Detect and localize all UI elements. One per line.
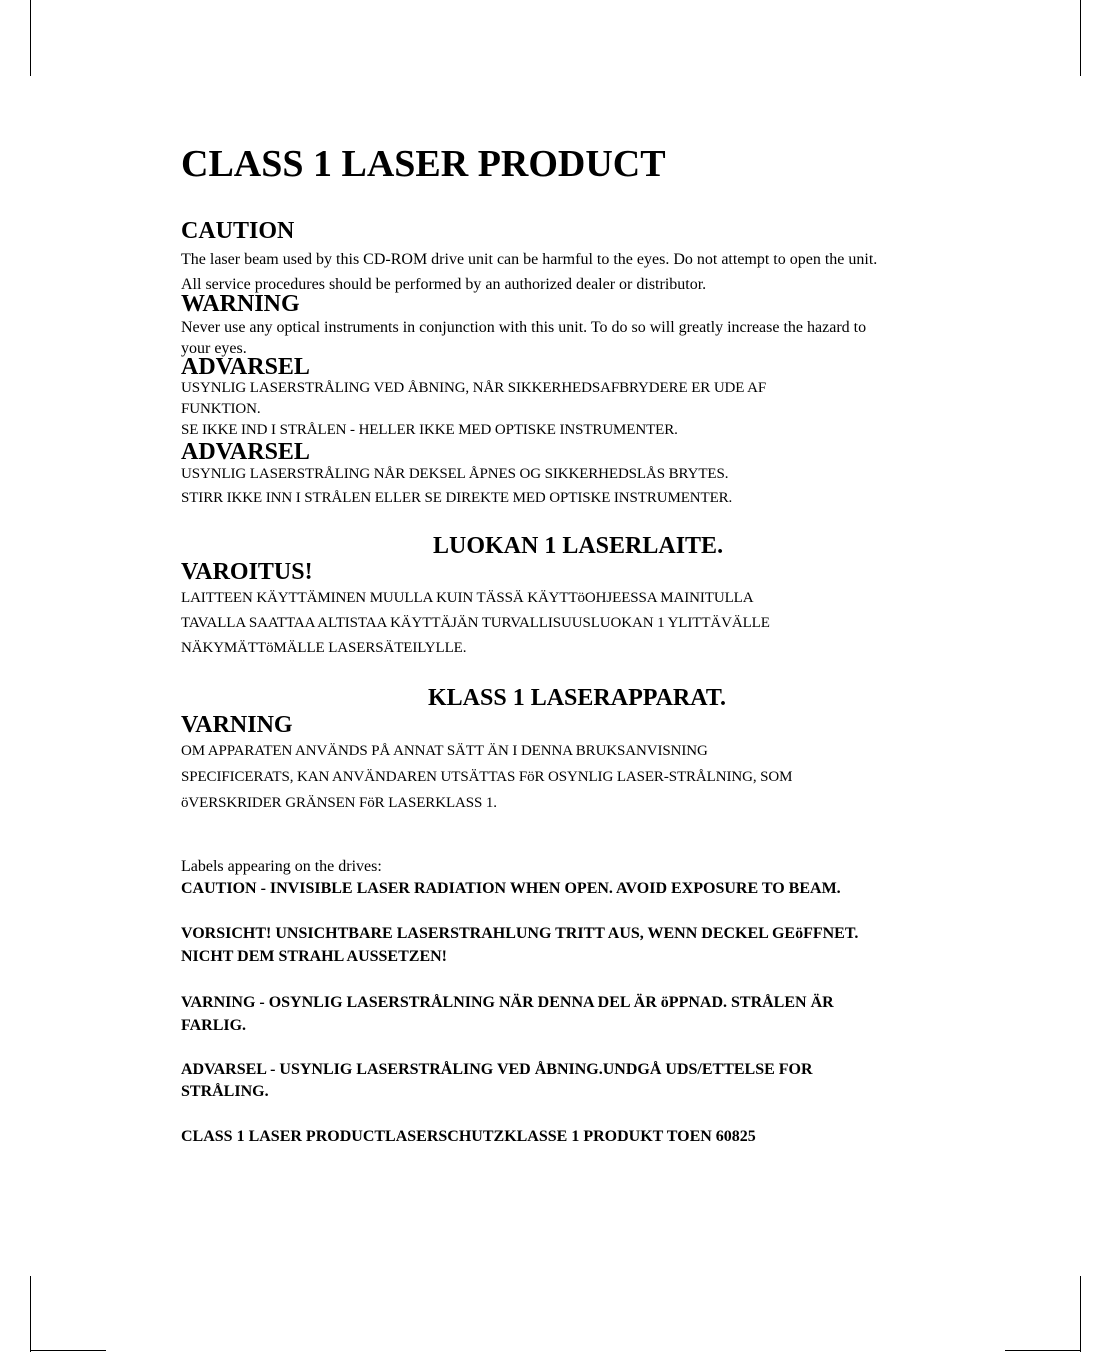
varoitus-heading: VAROITUS! <box>181 559 313 585</box>
crop-mark-top-right-v <box>1080 0 1081 76</box>
varoitus-line-1: LAITTEEN KÄYTTÄMINEN MUULLA KUIN TÄSSÄ KÄYTTöOHJEESSA MAINITULLA <box>181 590 754 606</box>
advarsel-dk-line-3: SE IKKE IND I STRÅLEN - HELLER IKKE MED OPTISKE INSTRUMENTER. <box>181 422 678 438</box>
crop-mark-bottom-left-h <box>30 1350 106 1351</box>
advarsel-dk-line-2: FUNKTION. <box>181 401 261 417</box>
varoitus-line-3: NÄKYMÄTTöMÄLLE LASERSÄTEILYLLE. <box>181 640 467 656</box>
advarsel-no-line-2: STIRR IKKE INN I STRÅLEN ELLER SE DIREKTE MED OPTISKE INSTRUMENTER. <box>181 490 733 506</box>
label-caution: CAUTION - INVISIBLE LASER RADIATION WHEN OPEN. AVOID EXPOSURE TO BEAM. <box>181 880 841 897</box>
warning-line-2: your eyes. <box>181 340 247 357</box>
advarsel-no-line-1: USYNLIG LASERSTRÅLING NÅR DEKSEL ÅPNES OG SIKKERHEDSLÅS BRYTES. <box>181 466 729 482</box>
label-vorsicht-1: VORSICHT! UNSICHTBARE LASERSTRAHLUNG TRITT AUS, WENN DECKEL GEöFFNET. <box>181 925 859 942</box>
finnish-title: LUOKAN 1 LASERLAITE. <box>433 533 724 559</box>
varning-line-1: OM APPARATEN ANVÄNDS PÅ ANNAT SÄTT ÄN I DENNA BRUKSANVISNING <box>181 743 708 759</box>
crop-mark-top-left-v <box>30 0 31 76</box>
caution-heading: CAUTION <box>181 218 295 244</box>
label-vorsicht-2: NICHT DEM STRAHL AUSSETZEN! <box>181 948 447 965</box>
varoitus-line-2: TAVALLA SAATTAA ALTISTAA KÄYTTÄJÄN TURVALLISUUSLUOKAN 1 YLITTÄVÄLLE <box>181 615 770 631</box>
document-title: CLASS 1 LASER PRODUCT <box>181 143 666 185</box>
label-advarsel-1: ADVARSEL - USYNLIG LASERSTRÅLING VED ÅBNING.UNDGÅ UDS/ETTELSE FOR <box>181 1061 813 1078</box>
label-varning-2: FARLIG. <box>181 1017 247 1034</box>
varning-heading: VARNING <box>181 712 293 738</box>
warning-heading: WARNING <box>181 291 300 317</box>
advarsel-no-heading: ADVARSEL <box>181 439 310 465</box>
warning-line-1: Never use any optical instruments in conjunction with this unit. To do so will greatly increase the hazard to <box>181 319 867 336</box>
crop-mark-bottom-left-v <box>30 1276 31 1352</box>
swedish-title: KLASS 1 LASERAPPARAT. <box>428 685 727 711</box>
varning-line-2: SPECIFICERATS, KAN ANVÄNDAREN UTSÄTTAS FöR OSYNLIG LASER-STRÅLNING, SOM <box>181 769 793 785</box>
advarsel-dk-line-1: USYNLIG LASERSTRÅLING VED ÅBNING, NÅR SIKKERHEDSAFBRYDERE ER UDE AF <box>181 380 767 396</box>
label-varning-1: VARNING - OSYNLIG LASERSTRÅLNING NÄR DENNA DEL ÄR öPPNAD. STRÅLEN ÄR <box>181 994 834 1011</box>
label-advarsel-2: STRÅLING. <box>181 1083 269 1100</box>
labels-intro: Labels appearing on the drives: <box>181 858 382 875</box>
crop-mark-bottom-right-h <box>1005 1350 1081 1351</box>
label-class: CLASS 1 LASER PRODUCTLASERSCHUTZKLASSE 1 PRODUKT TOEN 60825 <box>181 1128 756 1145</box>
crop-mark-bottom-right-v <box>1080 1276 1081 1352</box>
varning-line-3: öVERSKRIDER GRÄNSEN FöR LASERKLASS 1. <box>181 795 497 811</box>
caution-line-1: The laser beam used by this CD-ROM drive unit can be harmful to the eyes. Do not attempt to open the unit. <box>181 251 878 268</box>
advarsel-dk-heading: ADVARSEL <box>181 354 310 380</box>
caution-line-2: All service procedures should be performed by an authorized dealer or distributor. <box>181 276 707 293</box>
